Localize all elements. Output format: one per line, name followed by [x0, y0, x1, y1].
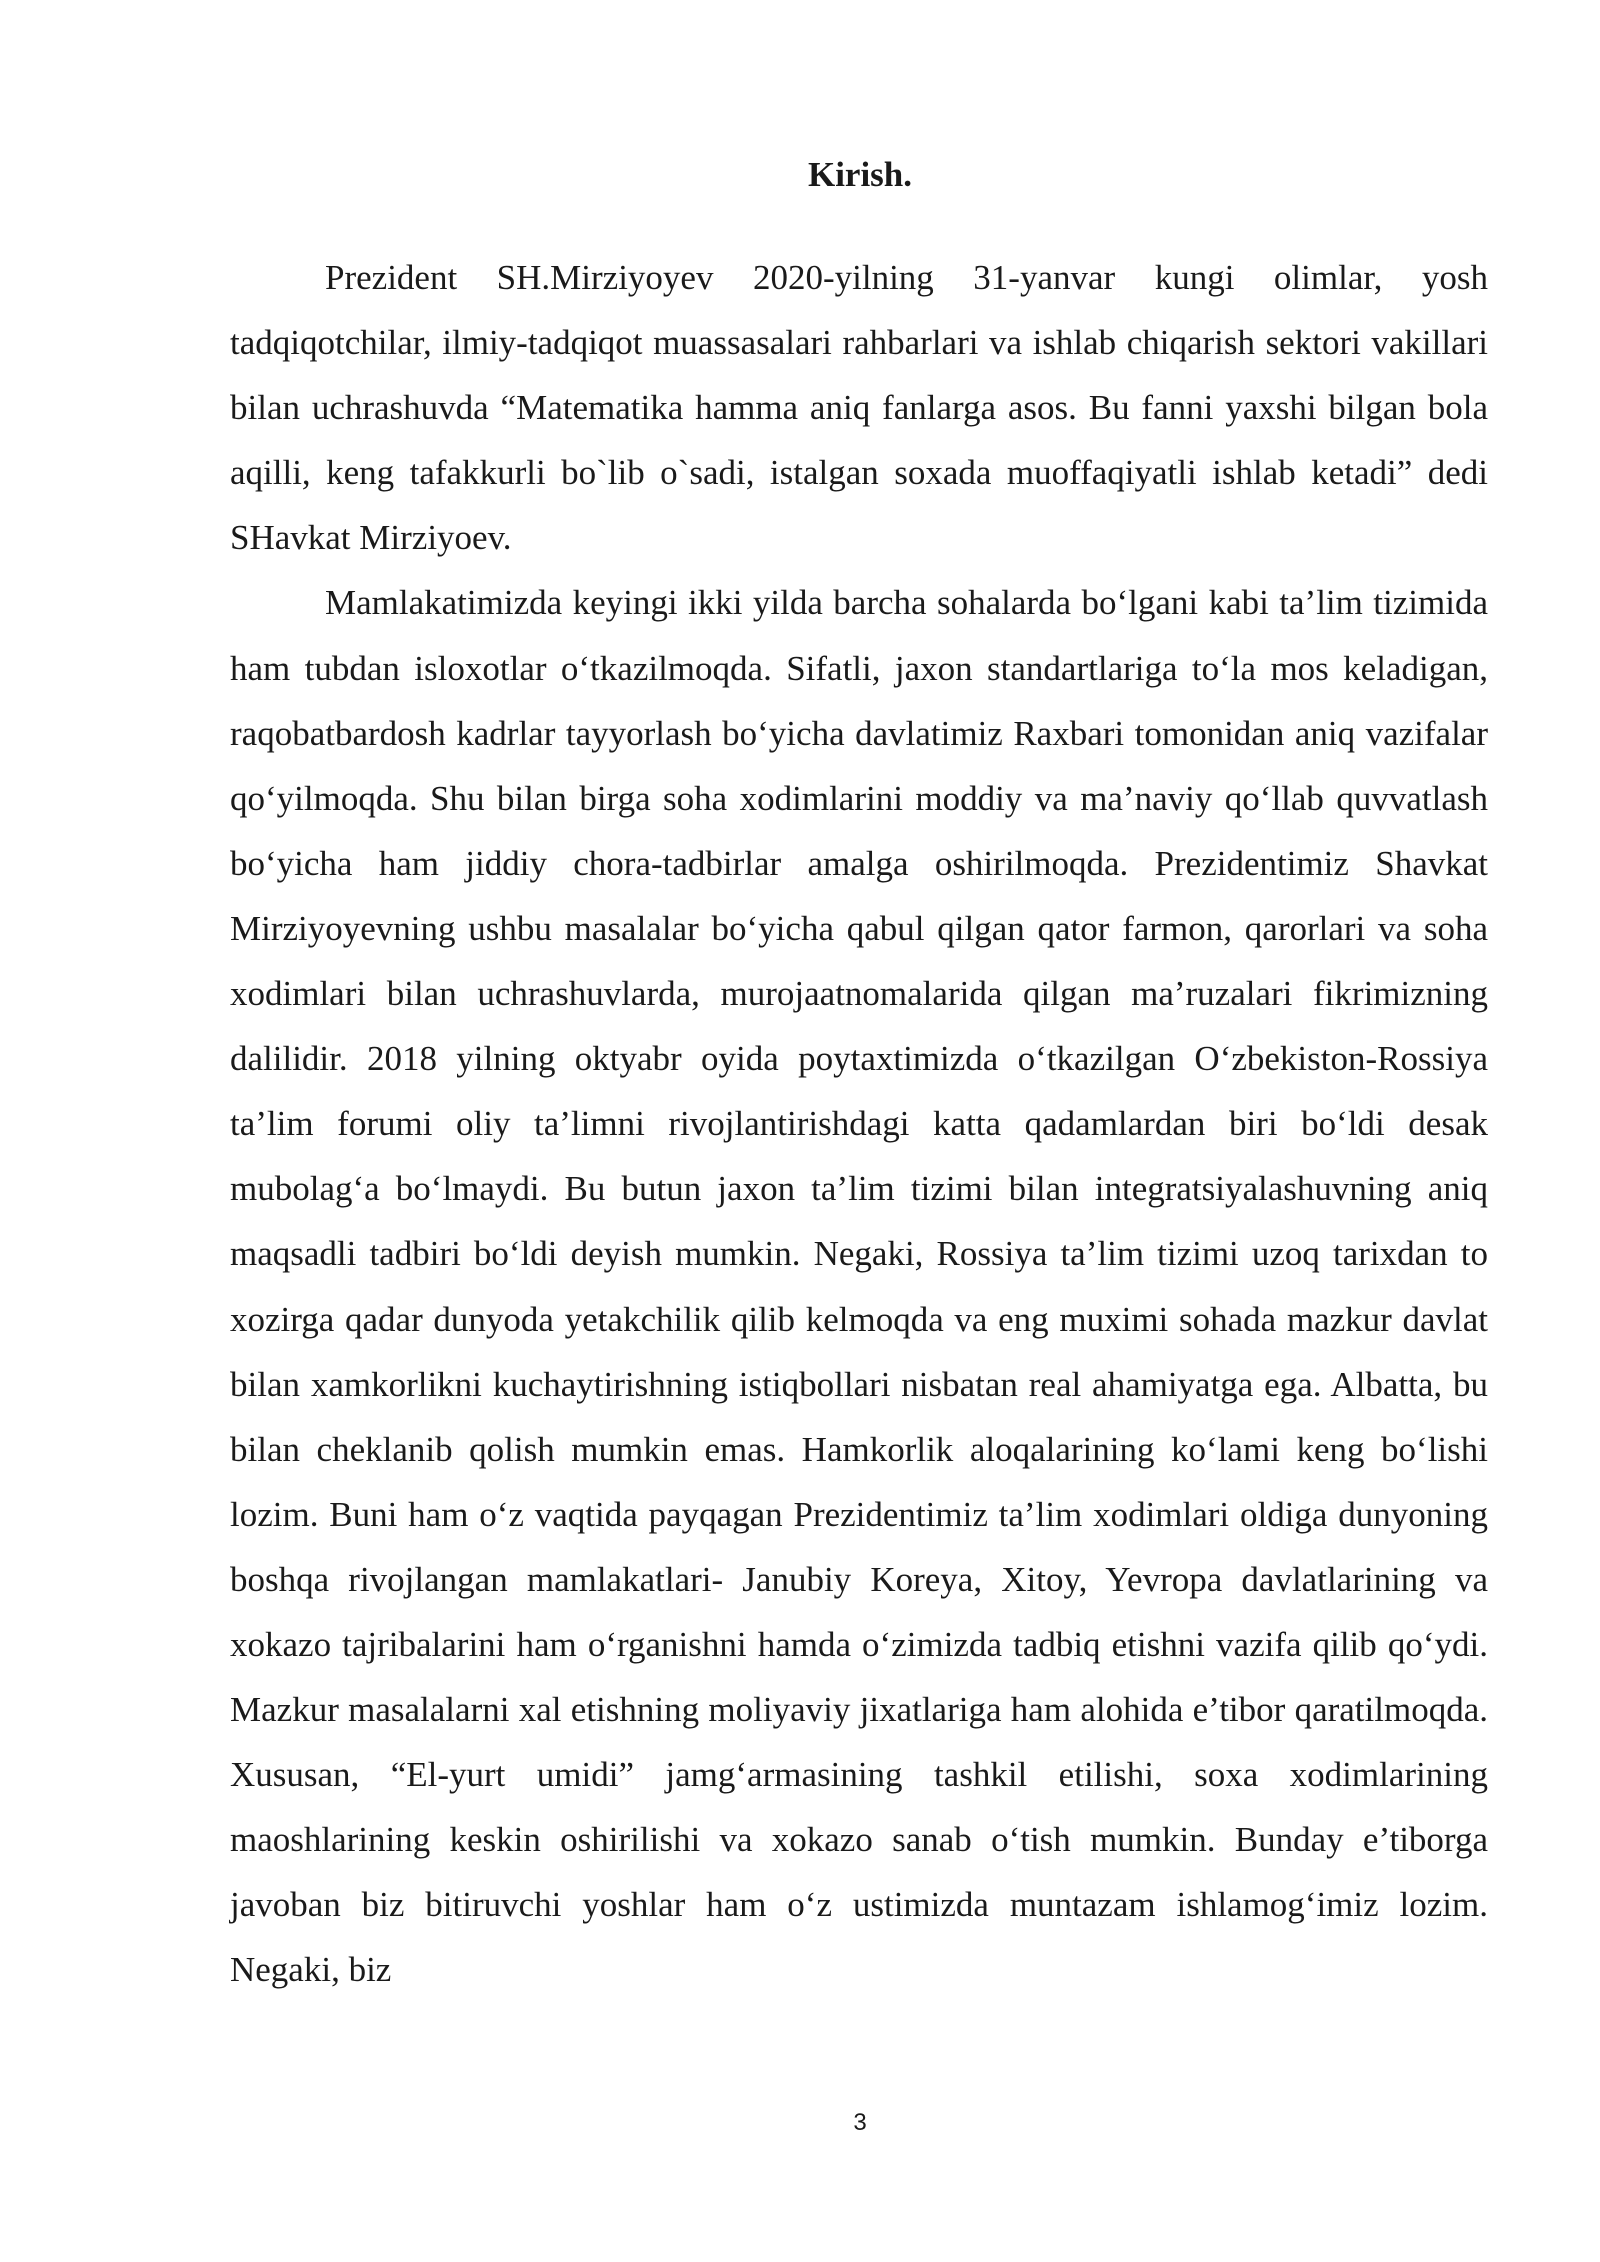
paragraph-1: Prezident SH.Mirziyoyev 2020-yilning 31-yanvar kungi olimlar, yosh tadqiqotchilar, ilmiy-tadqiqot muassasalari rahbarlari va ishlab chiqarish sektori vakillari bilan uchrashuvda “Matematika hamma aniq fanlarga asos. Bu fanni yaxshi bilgan bola aqilli, keng tafakkurli bo`lib o`sadi, istalgan soxada muoffaqiyatli ishlab ketadi” dedi SHavkat Mirziyoev. — [230, 258, 1488, 558]
body-text — [230, 245, 1488, 2003]
page-number: 3 — [853, 2109, 867, 2136]
section-title: Kirish. — [807, 155, 913, 194]
paragraph-2: Mamlakatimizda keyingi ikki yilda barcha sohalarda bo‘lgani kabi ta’lim tizimida ham tubdan isloxotlar o‘tkazilmoqda. Sifatli, jaxon standartlariga to‘la mos keladigan, raqobatbardosh kadrlar tayyorlash bo‘yicha davlatimiz Raxbari tomonidan aniq vazifalar qo‘yilmoqda. Shu bilan birga soha xodimlarini moddiy va ma’naviy qo‘llab quvvatlash bo‘yicha ham jiddiy chora-tadbirlar amalga oshirilmoqda. Prezidentimiz Shavkat Mirziyoyevning ushbu masalalar bo‘yicha qabul qilgan qator farmon, qarorlari va soha xodimlari bilan uchrashuvlarda, murojaatnomalarida qilgan ma’ruzalari fikrimizning dalilidir. 2018 yilning oktyabr oyida poytaxtimizda o‘tkazilgan O‘zbekiston-Rossiya ta’lim forumi oliy ta’limni rivojlantirishdagi katta qadamlardan biri bo‘ldi desak mubolag‘a bo‘lmaydi. Bu butun jaxon ta’lim tizimi bilan integratsiyalashuvning aniq maqsadli tadbiri bo‘ldi deyish mumkin. Negaki, Rossiya ta’lim tizimi uzoq tarixdan to xozirga qadar dunyoda yetakchilik qilib kelmoqda va eng muximi sohada mazkur davlat bilan xamkorlikni kuchaytirishning istiqbollari nisbatan real ahamiyatga ega. Albatta, bu bilan cheklanib qolish mumkin emas. Hamkorlik aloqalarining ko‘lami keng bo‘lishi lozim. Buni ham o‘z vaqtida payqagan Prezidentimiz ta’lim xodimlari oldiga dunyoning boshqa rivojlangan mamlakatlari- Janubiy Koreya, Xitoy, Yevropa davlatlarining va xokazo tajribalarini ham o‘rganishni hamda o‘zimizda tadbiq etishni vazifa qilib qo‘ydi. Mazkur masalalarni xal etishning moliyaviy jixatlariga ham alohida e’tibor qaratilmoqda. Xususan, “El-yurt umidi” jamg‘armasining tashkil etilishi, soxa xodimlarining maoshlarining keskin oshirilishi va xokazo sanab o‘tish mumkin. Bunday e’tiborga javoban biz bitiruvchi yoshlar ham o‘z ustimizda muntazam ishlamog‘imiz lozim. Negaki, biz — [230, 583, 1488, 1990]
